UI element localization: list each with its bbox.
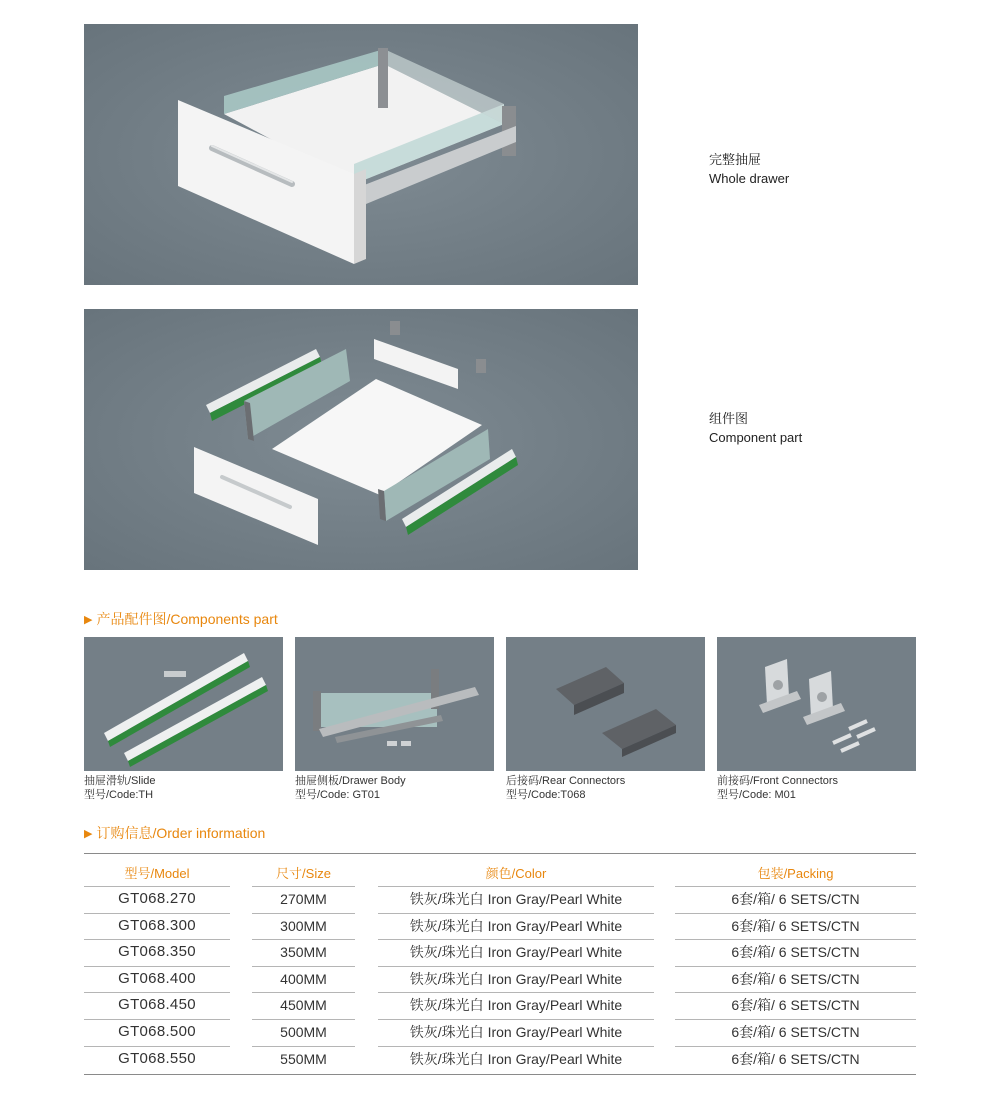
column-header-model: 型号/Model — [124, 866, 190, 881]
slide-code: 型号/Code:TH — [84, 789, 154, 801]
column-header-packing: 包装/Packing — [757, 866, 834, 881]
component-part-en: Component part — [709, 430, 803, 445]
cell-packing: 6套/箱/ 6 SETS/CTN — [731, 997, 860, 1013]
drawer-body-name: 抽屉侧板/Drawer Body — [295, 775, 406, 787]
cell-packing: 6套/箱/ 6 SETS/CTN — [731, 944, 860, 960]
front-connectors-code: 型号/Code: M01 — [717, 789, 796, 801]
cell-color: 铁灰/珠光白 Iron Gray/Pearl White — [409, 944, 623, 960]
slide-image — [84, 637, 283, 771]
cell-model: GT068.550 — [118, 1050, 196, 1067]
cell-size: 300MM — [280, 918, 327, 934]
cell-color: 铁灰/珠光白 Iron Gray/Pearl White — [409, 918, 623, 934]
cell-model: GT068.450 — [118, 996, 196, 1013]
drawer-body-caption — [295, 774, 406, 802]
cell-color: 铁灰/珠光白 Iron Gray/Pearl White — [409, 1024, 623, 1040]
front-connectors-name: 前接码/Front Connectors — [717, 775, 839, 787]
slide-name: 抽屉滑轨/Slide — [84, 775, 156, 787]
component-part-zh: 组件图 — [709, 411, 749, 426]
cell-packing: 6套/箱/ 6 SETS/CTN — [731, 891, 860, 907]
cell-color: 铁灰/珠光白 Iron Gray/Pearl White — [409, 997, 623, 1013]
cell-size: 550MM — [280, 1051, 327, 1067]
table-bottom-rule — [84, 1074, 916, 1075]
column-header-color: 颜色/Color — [485, 866, 547, 881]
cell-model: GT068.500 — [118, 1023, 196, 1040]
cell-color: 铁灰/珠光白 Iron Gray/Pearl White — [409, 971, 623, 987]
arrow-right-icon: ▶ — [84, 614, 93, 626]
cell-color: 铁灰/珠光白 Iron Gray/Pearl White — [409, 1051, 623, 1067]
drawer-body-code: 型号/Code: GT01 — [295, 789, 380, 801]
rear-connectors-caption — [506, 774, 625, 802]
rear-connectors-image — [506, 637, 705, 771]
whole-drawer-zh: 完整抽屉 — [709, 152, 762, 167]
drawer-body-image — [295, 637, 494, 771]
cell-packing: 6套/箱/ 6 SETS/CTN — [731, 1051, 860, 1067]
cell-size: 270MM — [280, 891, 327, 907]
cell-color: 铁灰/珠光白 Iron Gray/Pearl White — [409, 891, 623, 907]
whole-drawer-caption — [709, 150, 789, 188]
slide-caption — [84, 774, 156, 802]
cell-model: GT068.400 — [118, 970, 196, 987]
component-part-image — [84, 309, 638, 570]
cell-model: GT068.350 — [118, 943, 196, 960]
whole-drawer-en: Whole drawer — [709, 171, 790, 186]
cell-packing: 6套/箱/ 6 SETS/CTN — [731, 971, 860, 987]
arrow-right-icon: ▶ — [84, 828, 93, 840]
components-title-en: /Components part — [166, 611, 278, 627]
cell-size: 500MM — [280, 1024, 327, 1040]
rear-connectors-name: 后接码/Rear Connectors — [506, 775, 626, 787]
front-connectors-image — [717, 637, 916, 771]
cell-model: GT068.270 — [118, 890, 196, 907]
cell-packing: 6套/箱/ 6 SETS/CTN — [731, 918, 860, 934]
cell-packing: 6套/箱/ 6 SETS/CTN — [731, 1024, 860, 1040]
components-title-zh: 产品配件图 — [96, 611, 167, 627]
whole-drawer-image — [84, 24, 638, 285]
front-connectors-caption — [717, 774, 838, 802]
cell-model: GT068.300 — [118, 917, 196, 934]
column-header-size: 尺寸/Size — [276, 866, 331, 881]
cell-size: 350MM — [280, 944, 327, 960]
order-title-zh: 订购信息 — [96, 825, 153, 841]
cell-size: 400MM — [280, 971, 327, 987]
cell-size: 450MM — [280, 997, 327, 1013]
component-part-caption — [709, 409, 802, 447]
components-section-title — [84, 609, 278, 629]
order-title-en: /Order information — [152, 825, 266, 841]
order-section-title — [84, 823, 265, 843]
table-top-rule — [84, 853, 916, 854]
rear-connectors-code: 型号/Code:T068 — [506, 789, 586, 801]
